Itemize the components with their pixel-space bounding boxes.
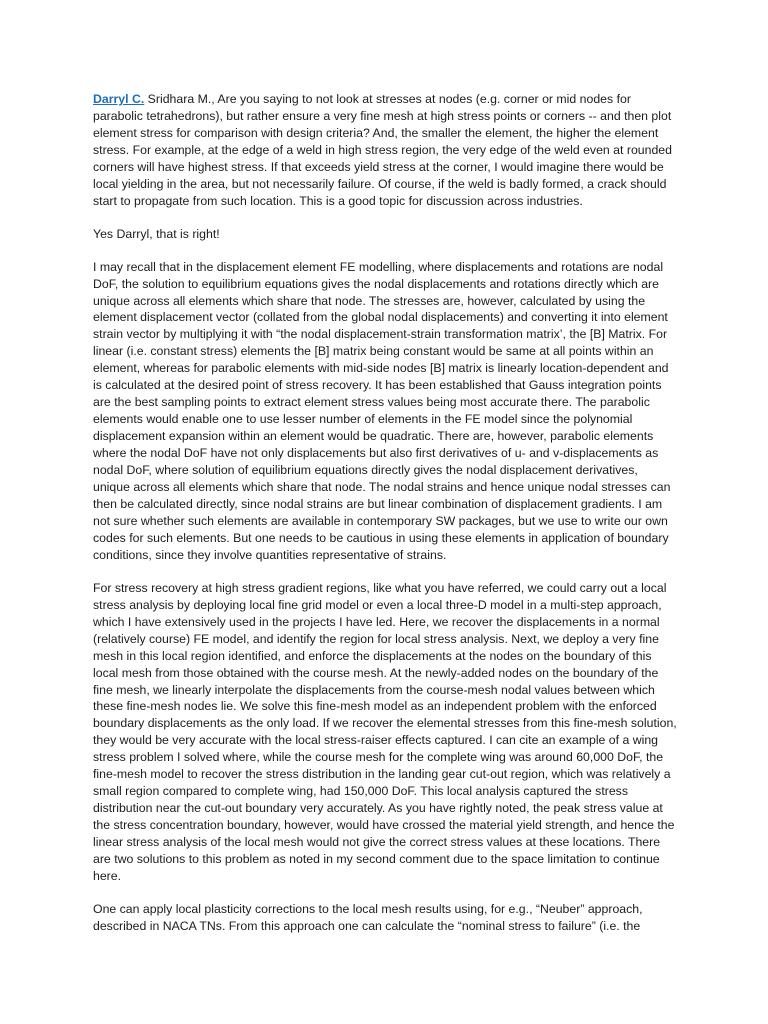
confirmation-paragraph: Yes Darryl, that is right! [93, 226, 220, 241]
stress-recovery-paragraph: For stress recovery at high stress gradient regions, like what you have referred, we could carry out a local stress analysis by deploying local fine grid model or even a local three-D model in a multi-step approach, which I have extensively used in the projects I have led. Here, we recover the displacements in a normal (relatively course) FE model, and identify the region for local stress analysis. Next, we deploy a very fine mesh in this local region identified, and enforce the displacements at the nodes on the boundary of this local mesh from those obtained with the course mesh. At the newly-added nodes on the boundary of the fine mesh, we linearly interpolate the displacements from the course-mesh nodal values between which these fine-mesh nodes lie. We solve this fine-mesh model as an independent problem with the enforced boundary displacements as the only load. If we recover the elemental stresses from this fine-mesh solution, they would be very accurate with the local stress-raiser effects captured. I can cite an example of a wing stress problem I solved where, while the course mesh for the complete wing was around 60,000 DoF, the fine-mesh model to recover the stress distribution in the landing gear cut-out region, which was relatively a small region compared to complete wing, had 150,000 DoF. This local analysis captured the stress distribution near the cut-out boundary very accurately. As you have rightly noted, the peak stress value at the stress concentration boundary, however, would have crossed the material yield strength, and hence the linear stress analysis of the local mesh would not give the correct stress values at these locations. There are two solutions to this problem as noted in my second comment due to the space limitation to continue here. [93, 580, 677, 883]
comment-reply-paragraph [93, 91, 678, 210]
fe-modelling-paragraph: I may recall that in the displacement element FE modelling, where displacements and rotations are nodal DoF, the solution to equilibrium equations gives the nodal displacements and rotations directly which are unique across all elements which share that node. The stresses are, however, calculated by using the element displacement vector (collated from the global nodal displacements) and converting it into element strain vector by multiplying it with “the nodal displacement-strain transformation matrix’, the [B] Matrix. For linear (i.e. constant stress) elements the [B] matrix being constant would be same at all points within an element, whereas for parabolic elements with mid-side nodes [B] matrix is linearly location-dependent and is calculated at the desired point of stress recovery. It has been established that Gauss integration points are the best sampling points to extract element stress values being most accurate there. The parabolic elements would enable one to use lesser number of elements in the FE model since the polynomial displacement expansion within an element would be quadratic. There are, however, parabolic elements where the nodal DoF have not only displacements but also first derivatives of u- and v-displacements as nodal DoF, where solution of equilibrium equations directly gives the nodal displacement derivatives, unique across all elements which share that node. The nodal strains and hence unique nodal stresses can then be calculated directly, since nodal strains are but linear combination of displacement gradients. I am not sure whether such elements are available in contemporary SW packages, but we use to write our own codes for such elements. But one needs to be cautious in using these elements in application of boundary conditions, since they involve quantities representative of strains. [93, 259, 671, 562]
reply-text: Sridhara M., Are you saying to not look at stresses at nodes (e.g. corner or mid nodes for parabolic tetrahedrons), but rather ensure a very fine mesh at high stress points or corners -- and then plot element stress for comparison with design criteria? And, the smaller the element, the higher the element stress. For example, at the edge of a weld in high stress region, the very edge of the weld even at rounded corners will have highest stress. If that exceeds yield stress at the corner, I would imagine there would be local yielding in the area, but not necessarily failure. Of course, if the weld is badly formed, a crack should start to propagate from such location. This is a good topic for discussion across industries. [93, 92, 672, 208]
plasticity-paragraph: One can apply local plasticity corrections to the local mesh results using, for e.g., “Neuber” approach, described in NACA TNs. From this approach one can calculate the “nominal stress to failure” (i.e. the [93, 901, 643, 933]
author-link[interactable]: Darryl C. [93, 92, 145, 106]
comment-body [93, 91, 678, 951]
